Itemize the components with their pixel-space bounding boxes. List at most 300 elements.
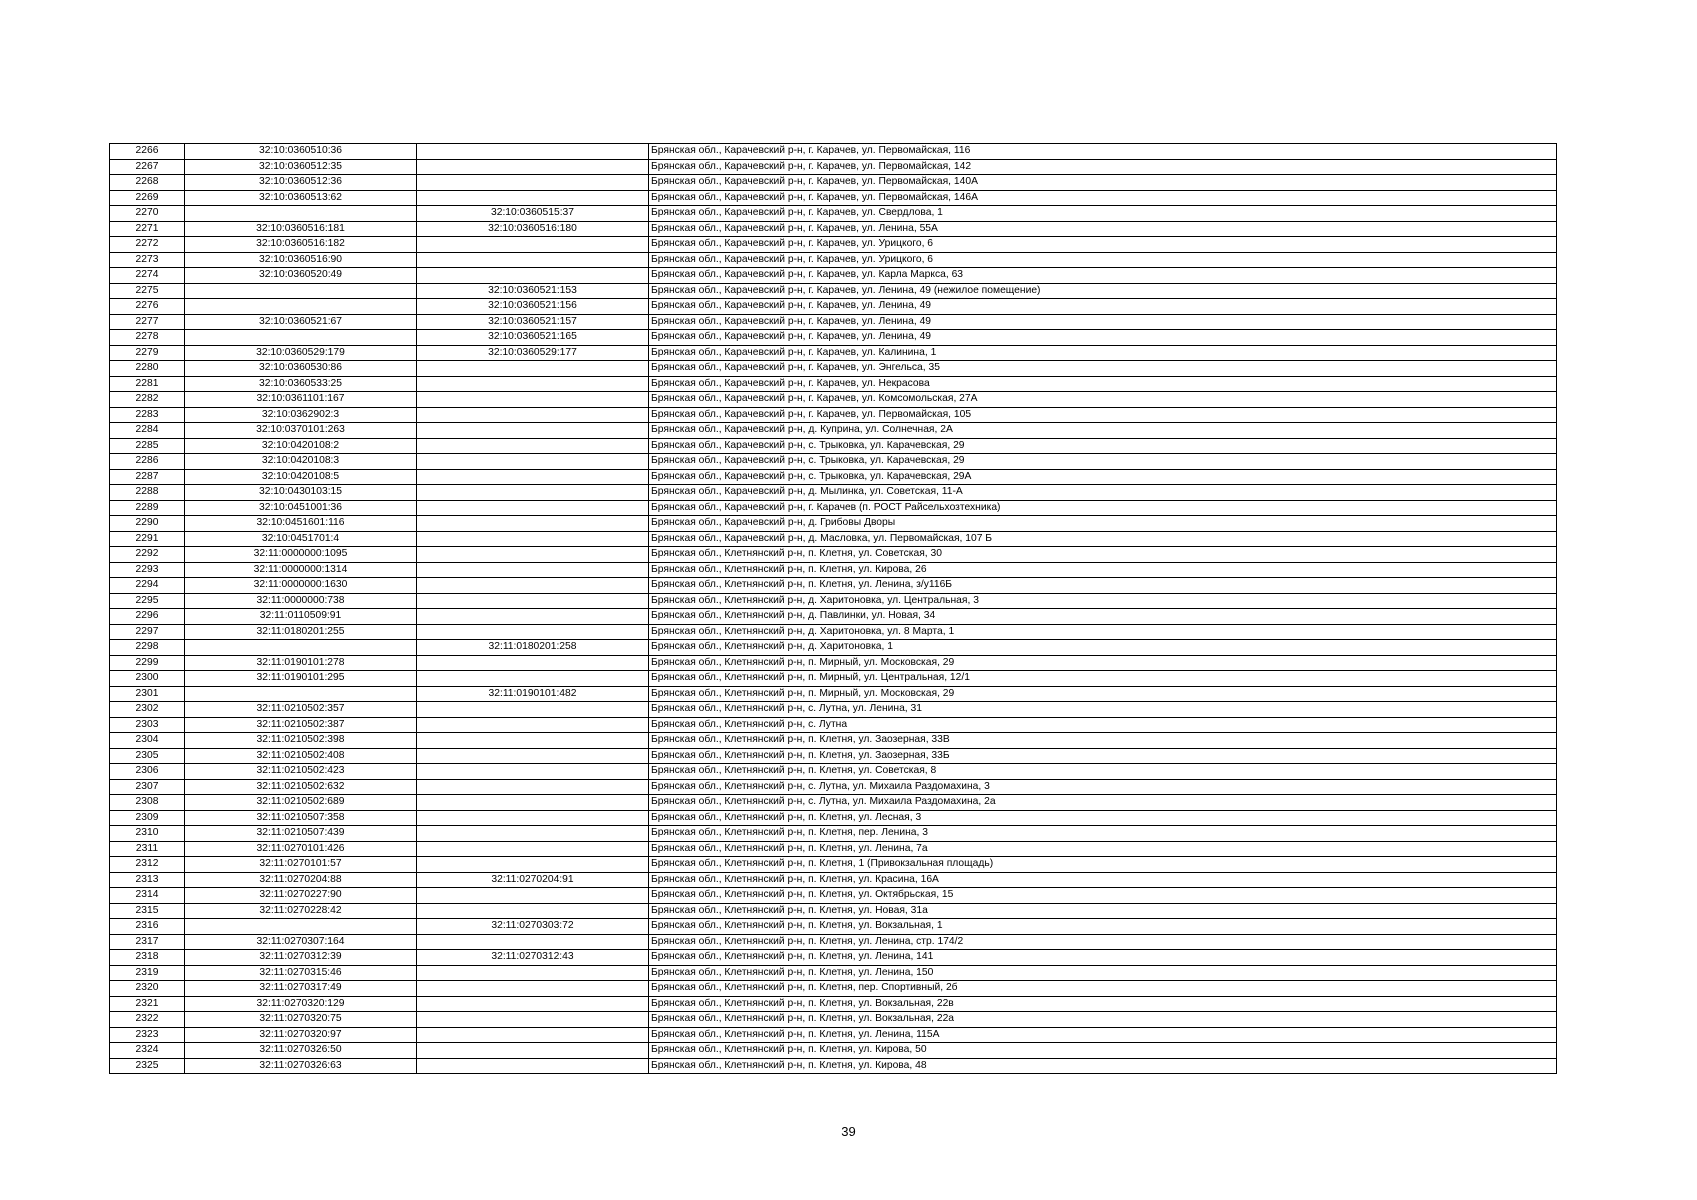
address-cell: Брянская обл., Клетнянский р-н, п. Клетня, ул. Ленина, 150 [649, 965, 1557, 981]
row-number-cell: 2307 [110, 779, 185, 795]
building-cadastral-number-cell [417, 175, 649, 191]
table-row [110, 640, 1557, 656]
table-row [110, 965, 1557, 981]
table-row [110, 407, 1557, 423]
row-number-cell: 2294 [110, 578, 185, 594]
address-cell: Брянская обл., Карачевский р-н, с. Трыковка, ул. Карачевская, 29 [649, 438, 1557, 454]
address-cell: Брянская обл., Карачевский р-н, г. Карачев, ул. Карла Маркса, 63 [649, 268, 1557, 284]
building-cadastral-number-cell [417, 934, 649, 950]
building-cadastral-number-cell [417, 1058, 649, 1074]
address-cell: Брянская обл., Клетнянский р-н, п. Клетня, ул. Вокзальная, 22в [649, 996, 1557, 1012]
land-cadastral-number-cell: 32:11:0000000:1314 [185, 562, 417, 578]
address-cell: Брянская обл., Клетнянский р-н, п. Клетня, ул. Заозерная, 33В [649, 733, 1557, 749]
building-cadastral-number-cell [417, 888, 649, 904]
building-cadastral-number-cell: 32:11:0270312:43 [417, 950, 649, 966]
land-cadastral-number-cell: 32:11:0190101:278 [185, 655, 417, 671]
row-number-cell: 2268 [110, 175, 185, 191]
table-row [110, 748, 1557, 764]
address-cell: Брянская обл., Карачевский р-н, г. Карачев, ул. Энгельса, 35 [649, 361, 1557, 377]
land-cadastral-number-cell: 32:11:0270326:63 [185, 1058, 417, 1074]
land-cadastral-number-cell [185, 919, 417, 935]
table-row [110, 144, 1557, 160]
row-number-cell: 2319 [110, 965, 185, 981]
table-row [110, 330, 1557, 346]
land-cadastral-number-cell [185, 283, 417, 299]
building-cadastral-number-cell: 32:10:0360516:180 [417, 221, 649, 237]
table-row [110, 392, 1557, 408]
table-row [110, 702, 1557, 718]
address-cell: Брянская обл., Клетнянский р-н, п. Клетня, ул. Лесная, 3 [649, 810, 1557, 826]
row-number-cell: 2286 [110, 454, 185, 470]
land-cadastral-number-cell: 32:11:0270320:97 [185, 1027, 417, 1043]
building-cadastral-number-cell [417, 438, 649, 454]
address-cell: Брянская обл., Клетнянский р-н, п. Клетня, пер. Спортивный, 2б [649, 981, 1557, 997]
row-number-cell: 2313 [110, 872, 185, 888]
building-cadastral-number-cell: 32:10:0360521:156 [417, 299, 649, 315]
table-row [110, 717, 1557, 733]
address-cell: Брянская обл., Карачевский р-н, д. Грибовы Дворы [649, 516, 1557, 532]
building-cadastral-number-cell [417, 671, 649, 687]
table-row [110, 485, 1557, 501]
building-cadastral-number-cell [417, 376, 649, 392]
address-cell: Брянская обл., Карачевский р-н, г. Карачев, ул. Свердлова, 1 [649, 206, 1557, 222]
building-cadastral-number-cell [417, 562, 649, 578]
row-number-cell: 2312 [110, 857, 185, 873]
address-cell: Брянская обл., Карачевский р-н, г. Карачев, ул. Первомайская, 142 [649, 159, 1557, 175]
table-row [110, 159, 1557, 175]
address-cell: Брянская обл., Карачевский р-н, г. Карачев, ул. Урицкого, 6 [649, 252, 1557, 268]
land-cadastral-number-cell [185, 206, 417, 222]
table-row [110, 547, 1557, 563]
land-cadastral-number-cell: 32:10:0370101:263 [185, 423, 417, 439]
address-cell: Брянская обл., Карачевский р-н, д. Масловка, ул. Первомайская, 107 Б [649, 531, 1557, 547]
land-cadastral-number-cell: 32:11:0270228:42 [185, 903, 417, 919]
table-row [110, 826, 1557, 842]
table-row [110, 1058, 1557, 1074]
address-cell: Брянская обл., Клетнянский р-н, п. Клетня, ул. Ленина, стр. 174/2 [649, 934, 1557, 950]
land-cadastral-number-cell: 32:10:0360520:49 [185, 268, 417, 284]
row-number-cell: 2318 [110, 950, 185, 966]
address-cell: Брянская обл., Клетнянский р-н, с. Лутна, ул. Михаила Раздомахина, 3 [649, 779, 1557, 795]
land-cadastral-number-cell: 32:11:0270317:49 [185, 981, 417, 997]
table-row [110, 934, 1557, 950]
table-row [110, 361, 1557, 377]
table-row [110, 500, 1557, 516]
building-cadastral-number-cell: 32:10:0360521:157 [417, 314, 649, 330]
row-number-cell: 2305 [110, 748, 185, 764]
table-row [110, 841, 1557, 857]
address-cell: Брянская обл., Карачевский р-н, д. Куприна, ул. Солнечная, 2А [649, 423, 1557, 439]
address-cell: Брянская обл., Клетнянский р-н, п. Клетня, ул. Ленина, 141 [649, 950, 1557, 966]
row-number-cell: 2284 [110, 423, 185, 439]
building-cadastral-number-cell [417, 795, 649, 811]
building-cadastral-number-cell [417, 454, 649, 470]
building-cadastral-number-cell [417, 531, 649, 547]
building-cadastral-number-cell [417, 733, 649, 749]
row-number-cell: 2320 [110, 981, 185, 997]
row-number-cell: 2321 [110, 996, 185, 1012]
address-cell: Брянская обл., Клетнянский р-н, с. Лутна [649, 717, 1557, 733]
address-cell: Брянская обл., Клетнянский р-н, п. Клетня, ул. Советская, 30 [649, 547, 1557, 563]
table-row [110, 795, 1557, 811]
land-cadastral-number-cell: 32:11:0270204:88 [185, 872, 417, 888]
building-cadastral-number-cell [417, 469, 649, 485]
table-row [110, 206, 1557, 222]
building-cadastral-number-cell [417, 609, 649, 625]
table-row [110, 671, 1557, 687]
land-cadastral-number-cell: 32:10:0360516:182 [185, 237, 417, 253]
table-row [110, 1027, 1557, 1043]
table-row [110, 1012, 1557, 1028]
building-cadastral-number-cell: 32:11:0270303:72 [417, 919, 649, 935]
table-row [110, 996, 1557, 1012]
building-cadastral-number-cell [417, 485, 649, 501]
table-row [110, 283, 1557, 299]
table-row [110, 516, 1557, 532]
building-cadastral-number-cell: 32:11:0190101:482 [417, 686, 649, 702]
address-cell: Брянская обл., Карачевский р-н, г. Карачев, ул. Урицкого, 6 [649, 237, 1557, 253]
building-cadastral-number-cell [417, 159, 649, 175]
land-cadastral-number-cell: 32:10:0451001:36 [185, 500, 417, 516]
row-number-cell: 2292 [110, 547, 185, 563]
address-cell: Брянская обл., Карачевский р-н, г. Карачев, ул. Ленина, 49 [649, 314, 1557, 330]
table-row [110, 779, 1557, 795]
table-row [110, 454, 1557, 470]
row-number-cell: 2270 [110, 206, 185, 222]
row-number-cell: 2304 [110, 733, 185, 749]
address-cell: Брянская обл., Клетнянский р-н, п. Клетня, ул. Кирова, 26 [649, 562, 1557, 578]
building-cadastral-number-cell [417, 717, 649, 733]
row-number-cell: 2285 [110, 438, 185, 454]
address-cell: Брянская обл., Клетнянский р-н, с. Лутна, ул. Михаила Раздомахина, 2а [649, 795, 1557, 811]
table-row [110, 252, 1557, 268]
building-cadastral-number-cell [417, 500, 649, 516]
land-cadastral-number-cell [185, 686, 417, 702]
address-cell: Брянская обл., Карачевский р-н, г. Карачев (п. РОСТ Райсельхозтехника) [649, 500, 1557, 516]
address-cell: Брянская обл., Карачевский р-н, г. Карачев, ул. Первомайская, 116 [649, 144, 1557, 160]
table-row [110, 376, 1557, 392]
row-number-cell: 2296 [110, 609, 185, 625]
building-cadastral-number-cell [417, 779, 649, 795]
land-cadastral-number-cell [185, 299, 417, 315]
address-cell: Брянская обл., Клетнянский р-н, д. Харитоновка, ул. 8 Марта, 1 [649, 624, 1557, 640]
address-cell: Брянская обл., Клетнянский р-н, п. Клетня, ул. Вокзальная, 1 [649, 919, 1557, 935]
land-cadastral-number-cell: 32:11:0270101:57 [185, 857, 417, 873]
table-row [110, 624, 1557, 640]
address-cell: Брянская обл., Клетнянский р-н, д. Павлинки, ул. Новая, 34 [649, 609, 1557, 625]
address-cell: Брянская обл., Карачевский р-н, г. Карачев, ул. Калинина, 1 [649, 345, 1557, 361]
land-cadastral-number-cell: 32:11:0210502:689 [185, 795, 417, 811]
land-cadastral-number-cell: 32:10:0451601:116 [185, 516, 417, 532]
building-cadastral-number-cell: 32:11:0180201:258 [417, 640, 649, 656]
land-cadastral-number-cell: 32:10:0430103:15 [185, 485, 417, 501]
row-number-cell: 2273 [110, 252, 185, 268]
land-cadastral-number-cell: 32:11:0000000:738 [185, 593, 417, 609]
building-cadastral-number-cell [417, 423, 649, 439]
row-number-cell: 2279 [110, 345, 185, 361]
land-cadastral-number-cell: 32:11:0270315:46 [185, 965, 417, 981]
land-cadastral-number-cell: 32:10:0420108:2 [185, 438, 417, 454]
table-row [110, 438, 1557, 454]
row-number-cell: 2276 [110, 299, 185, 315]
row-number-cell: 2316 [110, 919, 185, 935]
address-cell: Брянская обл., Клетнянский р-н, д. Харитоновка, ул. Центральная, 3 [649, 593, 1557, 609]
land-cadastral-number-cell: 32:10:0360516:90 [185, 252, 417, 268]
building-cadastral-number-cell [417, 190, 649, 206]
address-cell: Брянская обл., Карачевский р-н, г. Карачев, ул. Комсомольская, 27А [649, 392, 1557, 408]
property-table [109, 143, 1557, 1074]
address-cell: Брянская обл., Клетнянский р-н, п. Мирный, ул. Центральная, 12/1 [649, 671, 1557, 687]
land-cadastral-number-cell: 32:10:0420108:5 [185, 469, 417, 485]
address-cell: Брянская обл., Карачевский р-н, с. Трыковка, ул. Карачевская, 29А [649, 469, 1557, 485]
row-number-cell: 2306 [110, 764, 185, 780]
row-number-cell: 2298 [110, 640, 185, 656]
table-row [110, 469, 1557, 485]
row-number-cell: 2267 [110, 159, 185, 175]
land-cadastral-number-cell: 32:11:0210502:387 [185, 717, 417, 733]
land-cadastral-number-cell: 32:11:0210502:398 [185, 733, 417, 749]
land-cadastral-number-cell: 32:11:0000000:1630 [185, 578, 417, 594]
address-cell: Брянская обл., Карачевский р-н, с. Трыковка, ул. Карачевская, 29 [649, 454, 1557, 470]
land-cadastral-number-cell: 32:11:0270320:129 [185, 996, 417, 1012]
building-cadastral-number-cell [417, 407, 649, 423]
building-cadastral-number-cell [417, 748, 649, 764]
row-number-cell: 2278 [110, 330, 185, 346]
row-number-cell: 2310 [110, 826, 185, 842]
building-cadastral-number-cell [417, 981, 649, 997]
building-cadastral-number-cell [417, 810, 649, 826]
address-cell: Брянская обл., Карачевский р-н, г. Карачев, ул. Первомайская, 146А [649, 190, 1557, 206]
address-cell: Брянская обл., Карачевский р-н, г. Карачев, ул. Первомайская, 140А [649, 175, 1557, 191]
row-number-cell: 2277 [110, 314, 185, 330]
address-cell: Брянская обл., Клетнянский р-н, п. Клетня, ул. Новая, 31а [649, 903, 1557, 919]
table-row [110, 578, 1557, 594]
row-number-cell: 2322 [110, 1012, 185, 1028]
table-row [110, 686, 1557, 702]
table-row [110, 764, 1557, 780]
land-cadastral-number-cell: 32:10:0420108:3 [185, 454, 417, 470]
land-cadastral-number-cell: 32:10:0361101:167 [185, 392, 417, 408]
row-number-cell: 2288 [110, 485, 185, 501]
row-number-cell: 2274 [110, 268, 185, 284]
address-cell: Брянская обл., Карачевский р-н, г. Карачев, ул. Некрасова [649, 376, 1557, 392]
address-cell: Брянская обл., Клетнянский р-н, п. Мирный, ул. Московская, 29 [649, 655, 1557, 671]
row-number-cell: 2324 [110, 1043, 185, 1059]
address-cell: Брянская обл., Карачевский р-н, г. Карачев, ул. Ленина, 49 (нежилое помещение) [649, 283, 1557, 299]
table-row [110, 423, 1557, 439]
land-cadastral-number-cell: 32:11:0210507:439 [185, 826, 417, 842]
address-cell: Брянская обл., Карачевский р-н, г. Карачев, ул. Ленина, 55А [649, 221, 1557, 237]
building-cadastral-number-cell [417, 593, 649, 609]
table-row [110, 857, 1557, 873]
land-cadastral-number-cell: 32:10:0360533:25 [185, 376, 417, 392]
land-cadastral-number-cell: 32:11:0270227:90 [185, 888, 417, 904]
land-cadastral-number-cell: 32:11:0180201:255 [185, 624, 417, 640]
table-row [110, 655, 1557, 671]
land-cadastral-number-cell: 32:10:0360513:62 [185, 190, 417, 206]
table-row [110, 609, 1557, 625]
address-cell: Брянская обл., Клетнянский р-н, п. Клетня, ул. Кирова, 50 [649, 1043, 1557, 1059]
row-number-cell: 2325 [110, 1058, 185, 1074]
row-number-cell: 2269 [110, 190, 185, 206]
table-row [110, 531, 1557, 547]
row-number-cell: 2303 [110, 717, 185, 733]
table-row [110, 919, 1557, 935]
row-number-cell: 2287 [110, 469, 185, 485]
row-number-cell: 2317 [110, 934, 185, 950]
address-cell: Брянская обл., Клетнянский р-н, п. Мирный, ул. Московская, 29 [649, 686, 1557, 702]
table-row [110, 810, 1557, 826]
row-number-cell: 2266 [110, 144, 185, 160]
row-number-cell: 2271 [110, 221, 185, 237]
land-cadastral-number-cell: 32:10:0360516:181 [185, 221, 417, 237]
building-cadastral-number-cell [417, 392, 649, 408]
building-cadastral-number-cell: 32:10:0360515:37 [417, 206, 649, 222]
building-cadastral-number-cell [417, 624, 649, 640]
row-number-cell: 2283 [110, 407, 185, 423]
address-cell: Брянская обл., Карачевский р-н, д. Мылинка, ул. Советская, 11-А [649, 485, 1557, 501]
table-row [110, 221, 1557, 237]
land-cadastral-number-cell [185, 330, 417, 346]
table-row [110, 175, 1557, 191]
table-row [110, 733, 1557, 749]
address-cell: Брянская обл., Карачевский р-н, г. Карачев, ул. Ленина, 49 [649, 330, 1557, 346]
building-cadastral-number-cell: 32:10:0360521:153 [417, 283, 649, 299]
building-cadastral-number-cell [417, 996, 649, 1012]
land-cadastral-number-cell: 32:11:0270101:426 [185, 841, 417, 857]
address-cell: Брянская обл., Карачевский р-н, г. Карачев, ул. Первомайская, 105 [649, 407, 1557, 423]
building-cadastral-number-cell [417, 268, 649, 284]
land-cadastral-number-cell: 32:11:0110509:91 [185, 609, 417, 625]
table-row [110, 888, 1557, 904]
land-cadastral-number-cell: 32:11:0000000:1095 [185, 547, 417, 563]
land-cadastral-number-cell: 32:11:0270326:50 [185, 1043, 417, 1059]
row-number-cell: 2323 [110, 1027, 185, 1043]
land-cadastral-number-cell: 32:10:0451701:4 [185, 531, 417, 547]
building-cadastral-number-cell [417, 578, 649, 594]
building-cadastral-number-cell [417, 965, 649, 981]
building-cadastral-number-cell: 32:11:0270204:91 [417, 872, 649, 888]
row-number-cell: 2297 [110, 624, 185, 640]
building-cadastral-number-cell [417, 361, 649, 377]
row-number-cell: 2295 [110, 593, 185, 609]
row-number-cell: 2315 [110, 903, 185, 919]
building-cadastral-number-cell [417, 516, 649, 532]
building-cadastral-number-cell [417, 547, 649, 563]
land-cadastral-number-cell: 32:10:0360510:36 [185, 144, 417, 160]
table-row [110, 593, 1557, 609]
building-cadastral-number-cell [417, 702, 649, 718]
address-cell: Брянская обл., Карачевский р-н, г. Карачев, ул. Ленина, 49 [649, 299, 1557, 315]
building-cadastral-number-cell [417, 1012, 649, 1028]
building-cadastral-number-cell [417, 655, 649, 671]
address-cell: Брянская обл., Клетнянский р-н, п. Клетня, ул. Советская, 8 [649, 764, 1557, 780]
land-cadastral-number-cell: 32:11:0210502:423 [185, 764, 417, 780]
table-row [110, 345, 1557, 361]
land-cadastral-number-cell: 32:10:0362902:3 [185, 407, 417, 423]
land-cadastral-number-cell: 32:11:0210507:358 [185, 810, 417, 826]
row-number-cell: 2293 [110, 562, 185, 578]
building-cadastral-number-cell [417, 764, 649, 780]
address-cell: Брянская обл., Клетнянский р-н, п. Клетня, пер. Ленина, 3 [649, 826, 1557, 842]
building-cadastral-number-cell [417, 252, 649, 268]
row-number-cell: 2314 [110, 888, 185, 904]
row-number-cell: 2290 [110, 516, 185, 532]
land-cadastral-number-cell: 32:11:0270320:75 [185, 1012, 417, 1028]
row-number-cell: 2309 [110, 810, 185, 826]
land-cadastral-number-cell: 32:11:0270312:39 [185, 950, 417, 966]
table-row [110, 981, 1557, 997]
land-cadastral-number-cell: 32:10:0360512:36 [185, 175, 417, 191]
table-row [110, 872, 1557, 888]
row-number-cell: 2291 [110, 531, 185, 547]
table-row [110, 1043, 1557, 1059]
address-cell: Брянская обл., Клетнянский р-н, п. Клетня, ул. Красина, 16А [649, 872, 1557, 888]
table-row [110, 237, 1557, 253]
building-cadastral-number-cell [417, 903, 649, 919]
row-number-cell: 2300 [110, 671, 185, 687]
address-cell: Брянская обл., Клетнянский р-н, с. Лутна, ул. Ленина, 31 [649, 702, 1557, 718]
address-cell: Брянская обл., Клетнянский р-н, п. Клетня, ул. Ленина, з/у116Б [649, 578, 1557, 594]
table-row [110, 268, 1557, 284]
land-cadastral-number-cell [185, 640, 417, 656]
row-number-cell: 2272 [110, 237, 185, 253]
building-cadastral-number-cell [417, 1027, 649, 1043]
land-cadastral-number-cell: 32:10:0360529:179 [185, 345, 417, 361]
row-number-cell: 2289 [110, 500, 185, 516]
address-cell: Брянская обл., Клетнянский р-н, п. Клетня, ул. Кирова, 48 [649, 1058, 1557, 1074]
building-cadastral-number-cell [417, 826, 649, 842]
row-number-cell: 2299 [110, 655, 185, 671]
table-row [110, 314, 1557, 330]
address-cell: Брянская обл., Клетнянский р-н, п. Клетня, ул. Ленина, 7а [649, 841, 1557, 857]
row-number-cell: 2281 [110, 376, 185, 392]
row-number-cell: 2311 [110, 841, 185, 857]
row-number-cell: 2282 [110, 392, 185, 408]
address-cell: Брянская обл., Клетнянский р-н, п. Клетня, ул. Вокзальная, 22а [649, 1012, 1557, 1028]
table-body [110, 144, 1557, 1074]
land-cadastral-number-cell: 32:10:0360521:67 [185, 314, 417, 330]
address-cell: Брянская обл., Клетнянский р-н, п. Клетня, ул. Заозерная, 33Б [649, 748, 1557, 764]
land-cadastral-number-cell: 32:10:0360530:86 [185, 361, 417, 377]
land-cadastral-number-cell: 32:11:0210502:632 [185, 779, 417, 795]
address-cell: Брянская обл., Клетнянский р-н, д. Харитоновка, 1 [649, 640, 1557, 656]
table-row [110, 903, 1557, 919]
building-cadastral-number-cell [417, 1043, 649, 1059]
building-cadastral-number-cell: 32:10:0360521:165 [417, 330, 649, 346]
land-cadastral-number-cell: 32:11:0270307:164 [185, 934, 417, 950]
row-number-cell: 2280 [110, 361, 185, 377]
building-cadastral-number-cell: 32:10:0360529:177 [417, 345, 649, 361]
table-row [110, 950, 1557, 966]
row-number-cell: 2302 [110, 702, 185, 718]
land-cadastral-number-cell: 32:11:0210502:408 [185, 748, 417, 764]
page-number: 39 [841, 1124, 856, 1139]
row-number-cell: 2275 [110, 283, 185, 299]
building-cadastral-number-cell [417, 144, 649, 160]
row-number-cell: 2308 [110, 795, 185, 811]
building-cadastral-number-cell [417, 237, 649, 253]
land-cadastral-number-cell: 32:11:0190101:295 [185, 671, 417, 687]
address-cell: Брянская обл., Клетнянский р-н, п. Клетня, ул. Октябрьская, 15 [649, 888, 1557, 904]
land-cadastral-number-cell: 32:11:0210502:357 [185, 702, 417, 718]
row-number-cell: 2301 [110, 686, 185, 702]
table-row [110, 562, 1557, 578]
building-cadastral-number-cell [417, 841, 649, 857]
address-cell: Брянская обл., Клетнянский р-н, п. Клетня, ул. Ленина, 115А [649, 1027, 1557, 1043]
land-cadastral-number-cell: 32:10:0360512:35 [185, 159, 417, 175]
table-row [110, 190, 1557, 206]
